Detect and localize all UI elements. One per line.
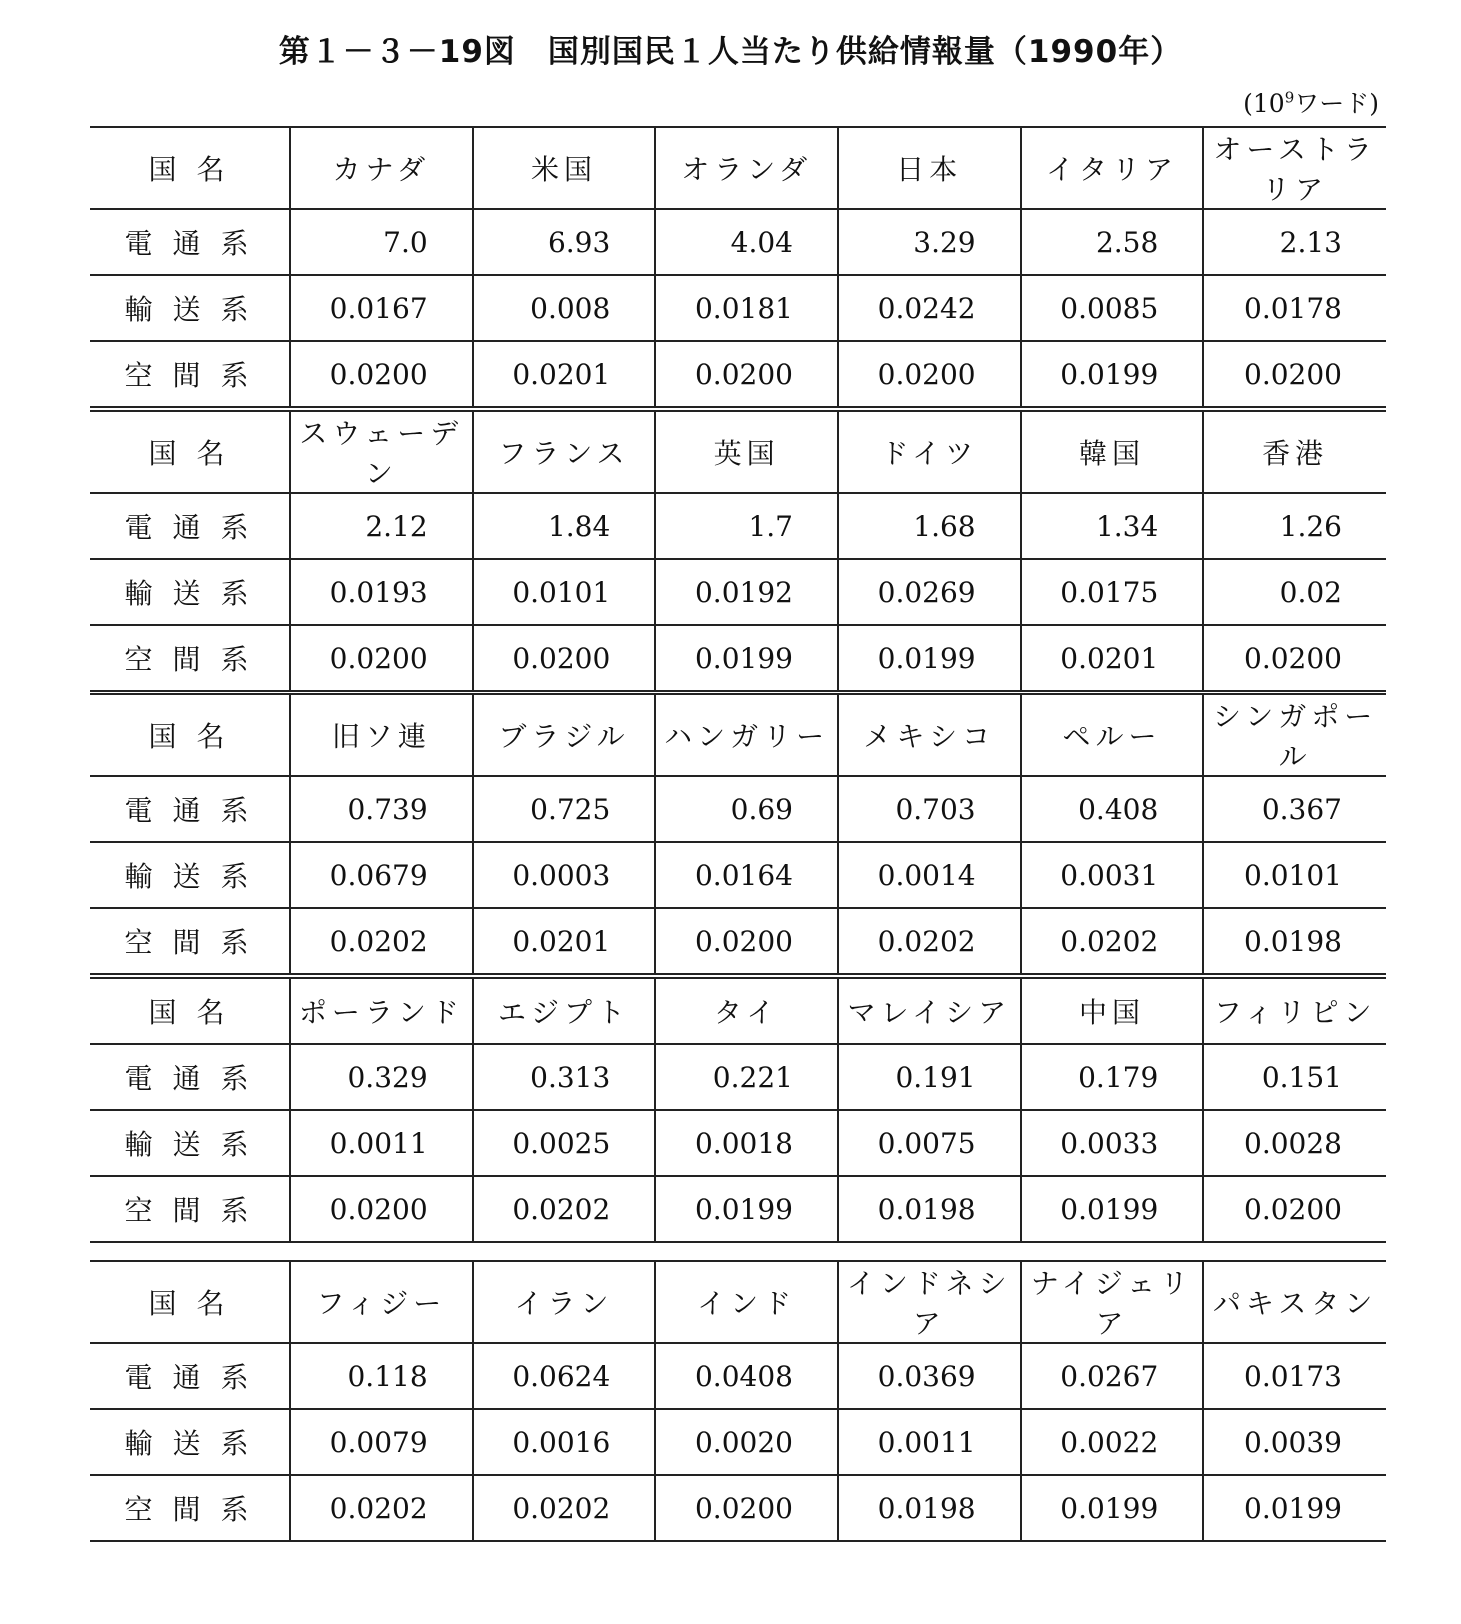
space-value-cell: 0.0199 (1021, 341, 1204, 407)
data-table-block (90, 977, 1386, 1243)
country-name-cell: インド (655, 1261, 838, 1343)
space-value-cell: 0.0198 (838, 1475, 1021, 1541)
unit-exponent: 9 (1284, 88, 1295, 107)
telecom-value-cell: 0.703 (838, 776, 1021, 842)
space-value-cell: 0.0202 (290, 908, 473, 974)
table-row (90, 493, 1386, 559)
telecom-value-cell: 0.221 (655, 1044, 838, 1110)
transport-value-cell: 0.0101 (1203, 842, 1386, 908)
table-row (90, 1475, 1386, 1541)
table-row (90, 411, 1386, 493)
country-name-cell: 香港 (1203, 411, 1386, 493)
telecom-value-cell: 2.58 (1021, 209, 1204, 275)
row-label: 空間系 (90, 1176, 290, 1242)
telecom-value-cell: 0.179 (1021, 1044, 1204, 1110)
transport-value-cell: 0.0003 (473, 842, 656, 908)
country-name-cell: フランス (473, 411, 656, 493)
country-name-cell: タイ (655, 978, 838, 1044)
telecom-value-cell: 0.0173 (1203, 1343, 1386, 1409)
table-row (90, 341, 1386, 407)
transport-value-cell: 0.0011 (838, 1409, 1021, 1475)
row-label: 空間系 (90, 908, 290, 974)
space-value-cell: 0.0200 (290, 1176, 473, 1242)
row-label: 電通系 (90, 209, 290, 275)
table-row (90, 1261, 1386, 1343)
table-row (90, 1343, 1386, 1409)
table-row (90, 978, 1386, 1044)
space-value-cell: 0.0199 (655, 625, 838, 691)
transport-value-cell: 0.0181 (655, 275, 838, 341)
row-label: 輸送系 (90, 1409, 290, 1475)
unit-label (1243, 84, 1379, 120)
country-name-cell: 旧ソ連 (290, 694, 473, 776)
country-name-cell: イラン (473, 1261, 656, 1343)
country-name-cell: オランダ (655, 127, 838, 209)
space-value-cell: 0.0199 (655, 1176, 838, 1242)
table-row (90, 776, 1386, 842)
row-label: 国名 (90, 694, 290, 776)
transport-value-cell: 0.0031 (1021, 842, 1204, 908)
table-row (90, 209, 1386, 275)
country-name-cell: ハンガリー (655, 694, 838, 776)
country-name-cell: ドイツ (838, 411, 1021, 493)
country-name-cell: 英国 (655, 411, 838, 493)
space-value-cell: 0.0202 (473, 1475, 656, 1541)
country-name-cell: 日本 (838, 127, 1021, 209)
transport-value-cell: 0.0033 (1021, 1110, 1204, 1176)
row-label: 電通系 (90, 1044, 290, 1110)
transport-value-cell: 0.0101 (473, 559, 656, 625)
transport-value-cell: 0.0178 (1203, 275, 1386, 341)
country-name-cell: ブラジル (473, 694, 656, 776)
space-value-cell: 0.0202 (1021, 908, 1204, 974)
country-name-cell: エジプト (473, 978, 656, 1044)
country-name-cell: メキシコ (838, 694, 1021, 776)
row-label: 国名 (90, 978, 290, 1044)
data-table-block (90, 1260, 1386, 1542)
telecom-value-cell: 0.313 (473, 1044, 656, 1110)
row-label: 電通系 (90, 776, 290, 842)
space-value-cell: 0.0198 (1203, 908, 1386, 974)
space-value-cell: 0.0200 (290, 625, 473, 691)
telecom-value-cell: 4.04 (655, 209, 838, 275)
transport-value-cell: 0.0679 (290, 842, 473, 908)
row-label: 空間系 (90, 625, 290, 691)
data-table-block (90, 126, 1386, 408)
transport-value-cell: 0.02 (1203, 559, 1386, 625)
telecom-value-cell: 0.367 (1203, 776, 1386, 842)
table-row (90, 1409, 1386, 1475)
space-value-cell: 0.0201 (473, 341, 656, 407)
transport-value-cell: 0.0175 (1021, 559, 1204, 625)
unit-suffix: ワード) (1294, 89, 1379, 118)
transport-value-cell: 0.0022 (1021, 1409, 1204, 1475)
telecom-value-cell: 0.118 (290, 1343, 473, 1409)
row-label: 空間系 (90, 1475, 290, 1541)
country-name-cell: フィリピン (1203, 978, 1386, 1044)
country-name-cell: オーストラリア (1203, 127, 1386, 209)
telecom-value-cell: 0.191 (838, 1044, 1021, 1110)
space-value-cell: 0.0202 (473, 1176, 656, 1242)
transport-value-cell: 0.0079 (290, 1409, 473, 1475)
space-value-cell: 0.0202 (290, 1475, 473, 1541)
telecom-value-cell: 0.0408 (655, 1343, 838, 1409)
telecom-value-cell: 1.34 (1021, 493, 1204, 559)
country-name-cell: マレイシア (838, 978, 1021, 1044)
telecom-value-cell: 1.84 (473, 493, 656, 559)
row-label: 電通系 (90, 493, 290, 559)
country-name-cell: シンガポール (1203, 694, 1386, 776)
transport-value-cell: 0.0025 (473, 1110, 656, 1176)
space-value-cell: 0.0200 (838, 341, 1021, 407)
data-table-block (90, 693, 1386, 975)
country-name-cell: スウェーデン (290, 411, 473, 493)
telecom-value-cell: 3.29 (838, 209, 1021, 275)
transport-value-cell: 0.0269 (838, 559, 1021, 625)
space-value-cell: 0.0199 (1021, 1475, 1204, 1541)
space-value-cell: 0.0199 (1203, 1475, 1386, 1541)
telecom-value-cell: 0.329 (290, 1044, 473, 1110)
telecom-value-cell: 0.408 (1021, 776, 1204, 842)
transport-value-cell: 0.0164 (655, 842, 838, 908)
space-value-cell: 0.0201 (473, 908, 656, 974)
country-name-cell: パキスタン (1203, 1261, 1386, 1343)
row-label: 国名 (90, 411, 290, 493)
country-name-cell: ペルー (1021, 694, 1204, 776)
row-label: 輸送系 (90, 275, 290, 341)
telecom-value-cell: 2.12 (290, 493, 473, 559)
figure-title: 第１－３－19図 国別国民１人当たり供給情報量（1990年） (278, 34, 1183, 70)
transport-value-cell: 0.0028 (1203, 1110, 1386, 1176)
space-value-cell: 0.0200 (1203, 625, 1386, 691)
country-name-cell: ポーランド (290, 978, 473, 1044)
row-label: 空間系 (90, 341, 290, 407)
country-name-cell: フィジー (290, 1261, 473, 1343)
country-name-cell: 米国 (473, 127, 656, 209)
unit-prefix: (10 (1243, 89, 1285, 118)
space-value-cell: 0.0201 (1021, 625, 1204, 691)
table-row (90, 127, 1386, 209)
table-row (90, 275, 1386, 341)
country-name-cell: 韓国 (1021, 411, 1204, 493)
telecom-value-cell: 6.93 (473, 209, 656, 275)
transport-value-cell: 0.008 (473, 275, 656, 341)
space-value-cell: 0.0200 (655, 1475, 838, 1541)
transport-value-cell: 0.0011 (290, 1110, 473, 1176)
space-value-cell: 0.0200 (473, 625, 656, 691)
transport-value-cell: 0.0020 (655, 1409, 838, 1475)
transport-value-cell: 0.0085 (1021, 275, 1204, 341)
country-name-cell: 中国 (1021, 978, 1204, 1044)
space-value-cell: 0.0200 (1203, 1176, 1386, 1242)
telecom-value-cell: 0.725 (473, 776, 656, 842)
space-value-cell: 0.0200 (655, 908, 838, 974)
country-name-cell: インドネシア (838, 1261, 1021, 1343)
row-label: 輸送系 (90, 1110, 290, 1176)
country-name-cell: ナイジェリア (1021, 1261, 1204, 1343)
telecom-value-cell: 0.0369 (838, 1343, 1021, 1409)
telecom-value-cell: 1.26 (1203, 493, 1386, 559)
transport-value-cell: 0.0192 (655, 559, 838, 625)
space-value-cell: 0.0198 (838, 1176, 1021, 1242)
transport-value-cell: 0.0075 (838, 1110, 1021, 1176)
transport-value-cell: 0.0167 (290, 275, 473, 341)
telecom-value-cell: 0.739 (290, 776, 473, 842)
telecom-value-cell: 0.0267 (1021, 1343, 1204, 1409)
telecom-value-cell: 1.68 (838, 493, 1021, 559)
telecom-value-cell: 7.0 (290, 209, 473, 275)
transport-value-cell: 0.0016 (473, 1409, 656, 1475)
telecom-value-cell: 2.13 (1203, 209, 1386, 275)
space-value-cell: 0.0199 (838, 625, 1021, 691)
table-row (90, 1176, 1386, 1242)
space-value-cell: 0.0200 (655, 341, 838, 407)
telecom-value-cell: 0.151 (1203, 1044, 1386, 1110)
telecom-value-cell: 1.7 (655, 493, 838, 559)
space-value-cell: 0.0202 (838, 908, 1021, 974)
transport-value-cell: 0.0193 (290, 559, 473, 625)
space-value-cell: 0.0200 (290, 341, 473, 407)
space-value-cell: 0.0199 (1021, 1176, 1204, 1242)
row-label: 電通系 (90, 1343, 290, 1409)
row-label: 輸送系 (90, 559, 290, 625)
row-label: 国名 (90, 1261, 290, 1343)
row-label: 輸送系 (90, 842, 290, 908)
transport-value-cell: 0.0242 (838, 275, 1021, 341)
space-value-cell: 0.0200 (1203, 341, 1386, 407)
data-table-block (90, 410, 1386, 692)
table-row (90, 694, 1386, 776)
table-row (90, 1044, 1386, 1110)
transport-value-cell: 0.0014 (838, 842, 1021, 908)
transport-value-cell: 0.0018 (655, 1110, 838, 1176)
table-row (90, 842, 1386, 908)
table-row (90, 1110, 1386, 1176)
telecom-value-cell: 0.0624 (473, 1343, 656, 1409)
telecom-value-cell: 0.69 (655, 776, 838, 842)
transport-value-cell: 0.0039 (1203, 1409, 1386, 1475)
table-row (90, 908, 1386, 974)
row-label: 国名 (90, 127, 290, 209)
table-row (90, 559, 1386, 625)
country-name-cell: イタリア (1021, 127, 1204, 209)
country-name-cell: カナダ (290, 127, 473, 209)
table-row (90, 625, 1386, 691)
